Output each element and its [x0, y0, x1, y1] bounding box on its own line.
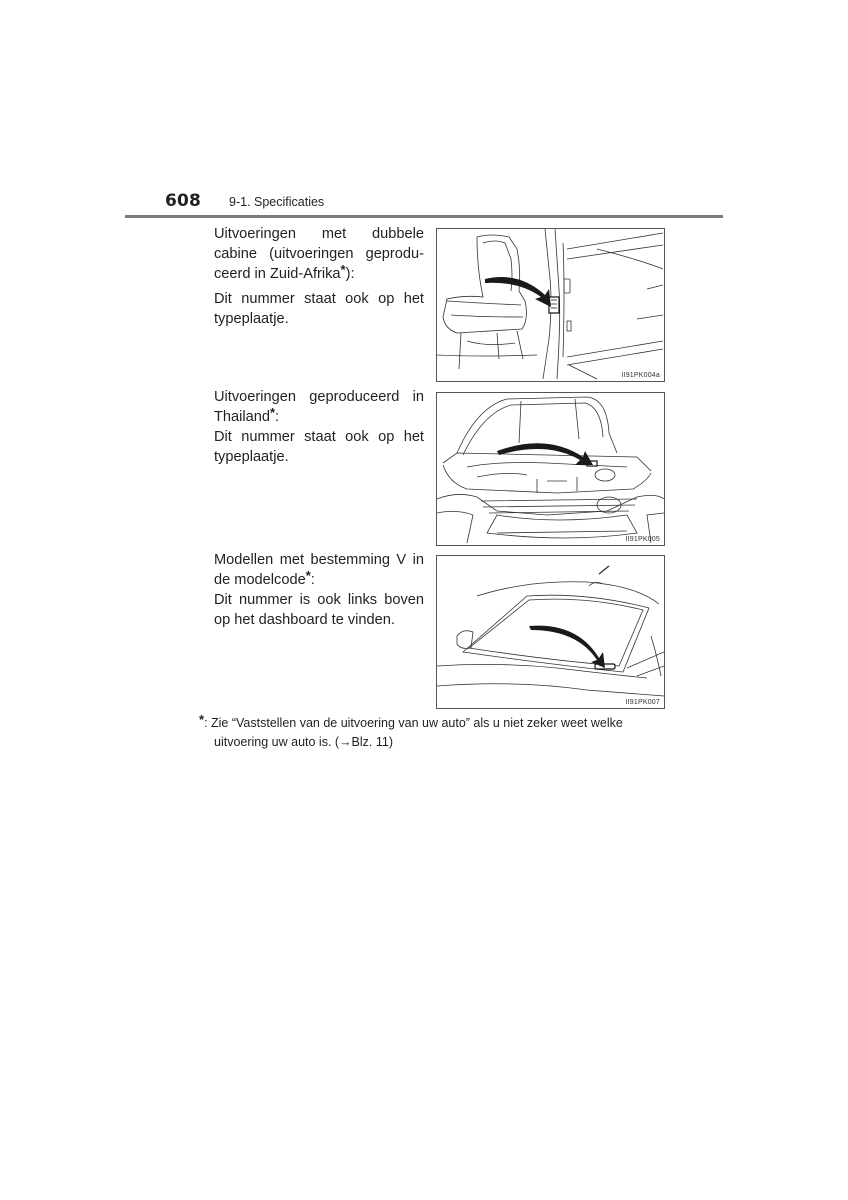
body-line: Dit nummer is ook links boven	[214, 592, 424, 608]
entry-thailand	[214, 387, 424, 467]
entry-body	[214, 427, 424, 467]
heading-line: Uitvoeringen met dubbele	[214, 226, 424, 242]
footnote-line2: uitvoering uw auto is. (→Blz. 11)	[214, 735, 394, 749]
header-rule	[125, 215, 723, 218]
entry-double-cab	[214, 224, 424, 329]
door-pillar-illustration	[437, 229, 664, 381]
body-line: Dit nummer staat ook op het	[214, 291, 424, 307]
section-title: 9-1. Specificaties	[229, 195, 325, 209]
footnote-star: *	[340, 262, 346, 277]
entry-body	[214, 590, 424, 630]
body-line: op het dashboard te vinden.	[214, 612, 395, 628]
heading-line: Modellen met bestemming V in	[214, 552, 424, 568]
entry-destination-v	[214, 550, 424, 630]
figure-door-pillar	[436, 228, 665, 382]
heading-suffix: :	[310, 572, 315, 588]
figure-dashboard	[436, 555, 665, 709]
engine-bay-illustration	[437, 393, 664, 545]
heading-suffix: ):	[345, 266, 355, 282]
heading-line: cabine (uitvoeringen geprodu-	[214, 246, 424, 262]
entry-heading	[214, 550, 424, 590]
body-line: typeplaatje.	[214, 311, 289, 327]
entry-heading	[214, 224, 424, 284]
entry-body	[214, 289, 424, 329]
entry-heading	[214, 387, 424, 427]
heading-line: de modelcode	[214, 572, 306, 588]
heading-line: ceerd in Zuid-Afrika	[214, 266, 341, 282]
page-number: 608	[165, 191, 202, 211]
dashboard-illustration	[437, 556, 664, 708]
heading-suffix: :	[275, 409, 280, 425]
footnote	[199, 713, 679, 752]
heading-line: Thailand	[214, 409, 270, 425]
footnote-star: *	[305, 568, 311, 583]
footnote-star: *	[269, 405, 276, 420]
body-line: Dit nummer staat ook op het	[214, 429, 424, 445]
heading-line: Uitvoeringen geproduceerd in	[214, 389, 424, 405]
body-line: typeplaatje.	[214, 449, 289, 465]
figure-engine-bay	[436, 392, 665, 546]
figure-code: II91PK005	[625, 536, 660, 543]
footnote-line1: : Zie “Vaststellen van de uitvoering van uw auto” als u niet zeker weet welke	[204, 716, 623, 730]
footnote-marker: *	[199, 712, 205, 727]
figure-code: II91PK007	[625, 699, 660, 706]
figure-code: II91PK004a	[621, 372, 660, 379]
